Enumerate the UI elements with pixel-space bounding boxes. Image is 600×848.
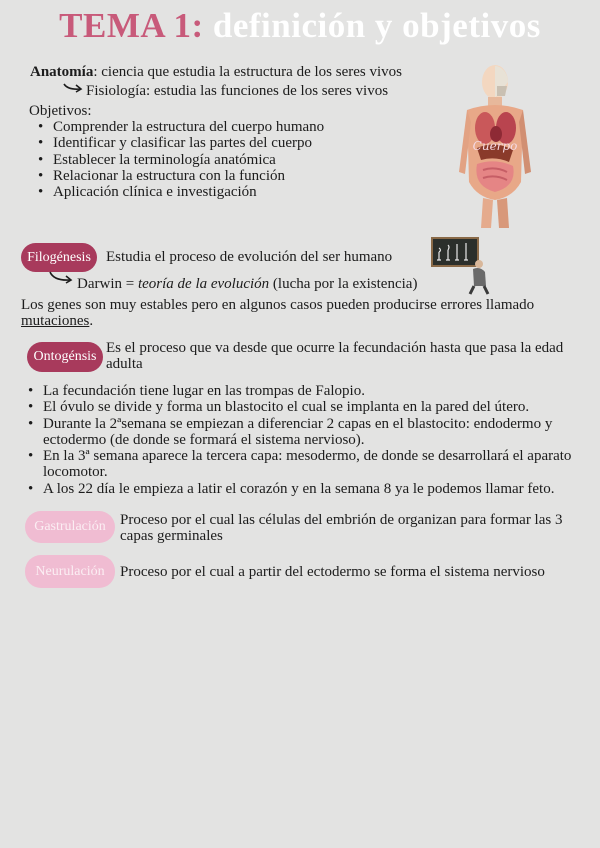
objetivos-heading: Objetivos: bbox=[29, 103, 92, 119]
body-image-label: Cuerpo bbox=[472, 139, 518, 153]
filogenesis-definition: Estudia el proceso de evolución del ser humano bbox=[106, 249, 393, 265]
human-anatomy-illustration bbox=[455, 62, 535, 228]
ontogenesis-item: • El óvulo se divide y forma un blastocito el cual se implanta en la pared del útero. bbox=[18, 399, 580, 415]
neurulacion-badge: Neurulación bbox=[25, 555, 115, 588]
anatomia-term: Anatomía bbox=[30, 64, 94, 80]
darwin-line: Darwin = teoría de la evolución (lucha por la existencia) bbox=[77, 276, 418, 292]
objetivo-item: • Establecer la terminología anatómica bbox=[28, 152, 448, 168]
objetivo-item: • Relacionar la estructura con la función bbox=[28, 168, 448, 184]
objetivo-item: • Comprender la estructura del cuerpo humano bbox=[28, 119, 448, 135]
ontogenesis-item: • En la 3ª semana aparece la tercera capa: mesodermo, de donde se desarrollará el aparato locomotor. bbox=[18, 448, 580, 481]
objetivo-item: • Aplicación clínica e investigación bbox=[28, 184, 448, 200]
neurulacion-definition: Proceso por el cual a partir del ectodermo se forma el sistema nervioso bbox=[120, 564, 545, 580]
ontogenesis-list bbox=[18, 383, 580, 497]
ontogenesis-definition: Es el proceso que va desde que ocurre la fecundación hasta que pasa la edad adulta bbox=[106, 340, 564, 372]
evolution-chalkboard-illustration bbox=[430, 236, 492, 296]
ontogenesis-badge: Ontogénsis bbox=[27, 342, 103, 372]
gastrulacion-definition: Proceso por el cual las células del embrión de organizan para formar las 3 capas germinales bbox=[120, 512, 563, 544]
gastrulacion-badge: Gastrulación bbox=[25, 511, 115, 543]
darwin-theory: teoría de la evolución bbox=[137, 276, 270, 292]
arrow-icon bbox=[48, 270, 74, 286]
fisiologia-definition: Fisiología: estudia las funciones de los seres vivos bbox=[86, 83, 389, 99]
anatomia-definition: Anatomía: ciencia que estudia la estructura de los seres vivos bbox=[30, 64, 402, 80]
title-number: TEMA 1: bbox=[59, 6, 204, 45]
ontogenesis-item: • Durante la 2ªsemana se empiezan a diferenciar 2 capas en el blastocito: endodermo y ectodermo (de donde se formará el sistema nervioso). bbox=[18, 416, 580, 449]
objetivos-list bbox=[28, 119, 448, 200]
page-title bbox=[0, 6, 600, 46]
genes-paragraph: Los genes son muy estables pero en algunos casos pueden producirse errores llamado mutaciones. bbox=[21, 297, 535, 329]
filogenesis-badge: Filogénesis bbox=[21, 243, 97, 272]
title-text: definición y objetivos bbox=[212, 6, 541, 45]
ontogenesis-item: • A los 22 día le empieza a latir el corazón y en la semana 8 ya le podemos llamar feto. bbox=[18, 481, 580, 497]
mutaciones-term: mutaciones bbox=[21, 313, 90, 329]
ontogenesis-item: • La fecundación tiene lugar en las trompas de Falopio. bbox=[18, 383, 580, 399]
objetivo-item: • Identificar y clasificar las partes del cuerpo bbox=[28, 135, 448, 151]
arrow-icon bbox=[62, 81, 84, 95]
